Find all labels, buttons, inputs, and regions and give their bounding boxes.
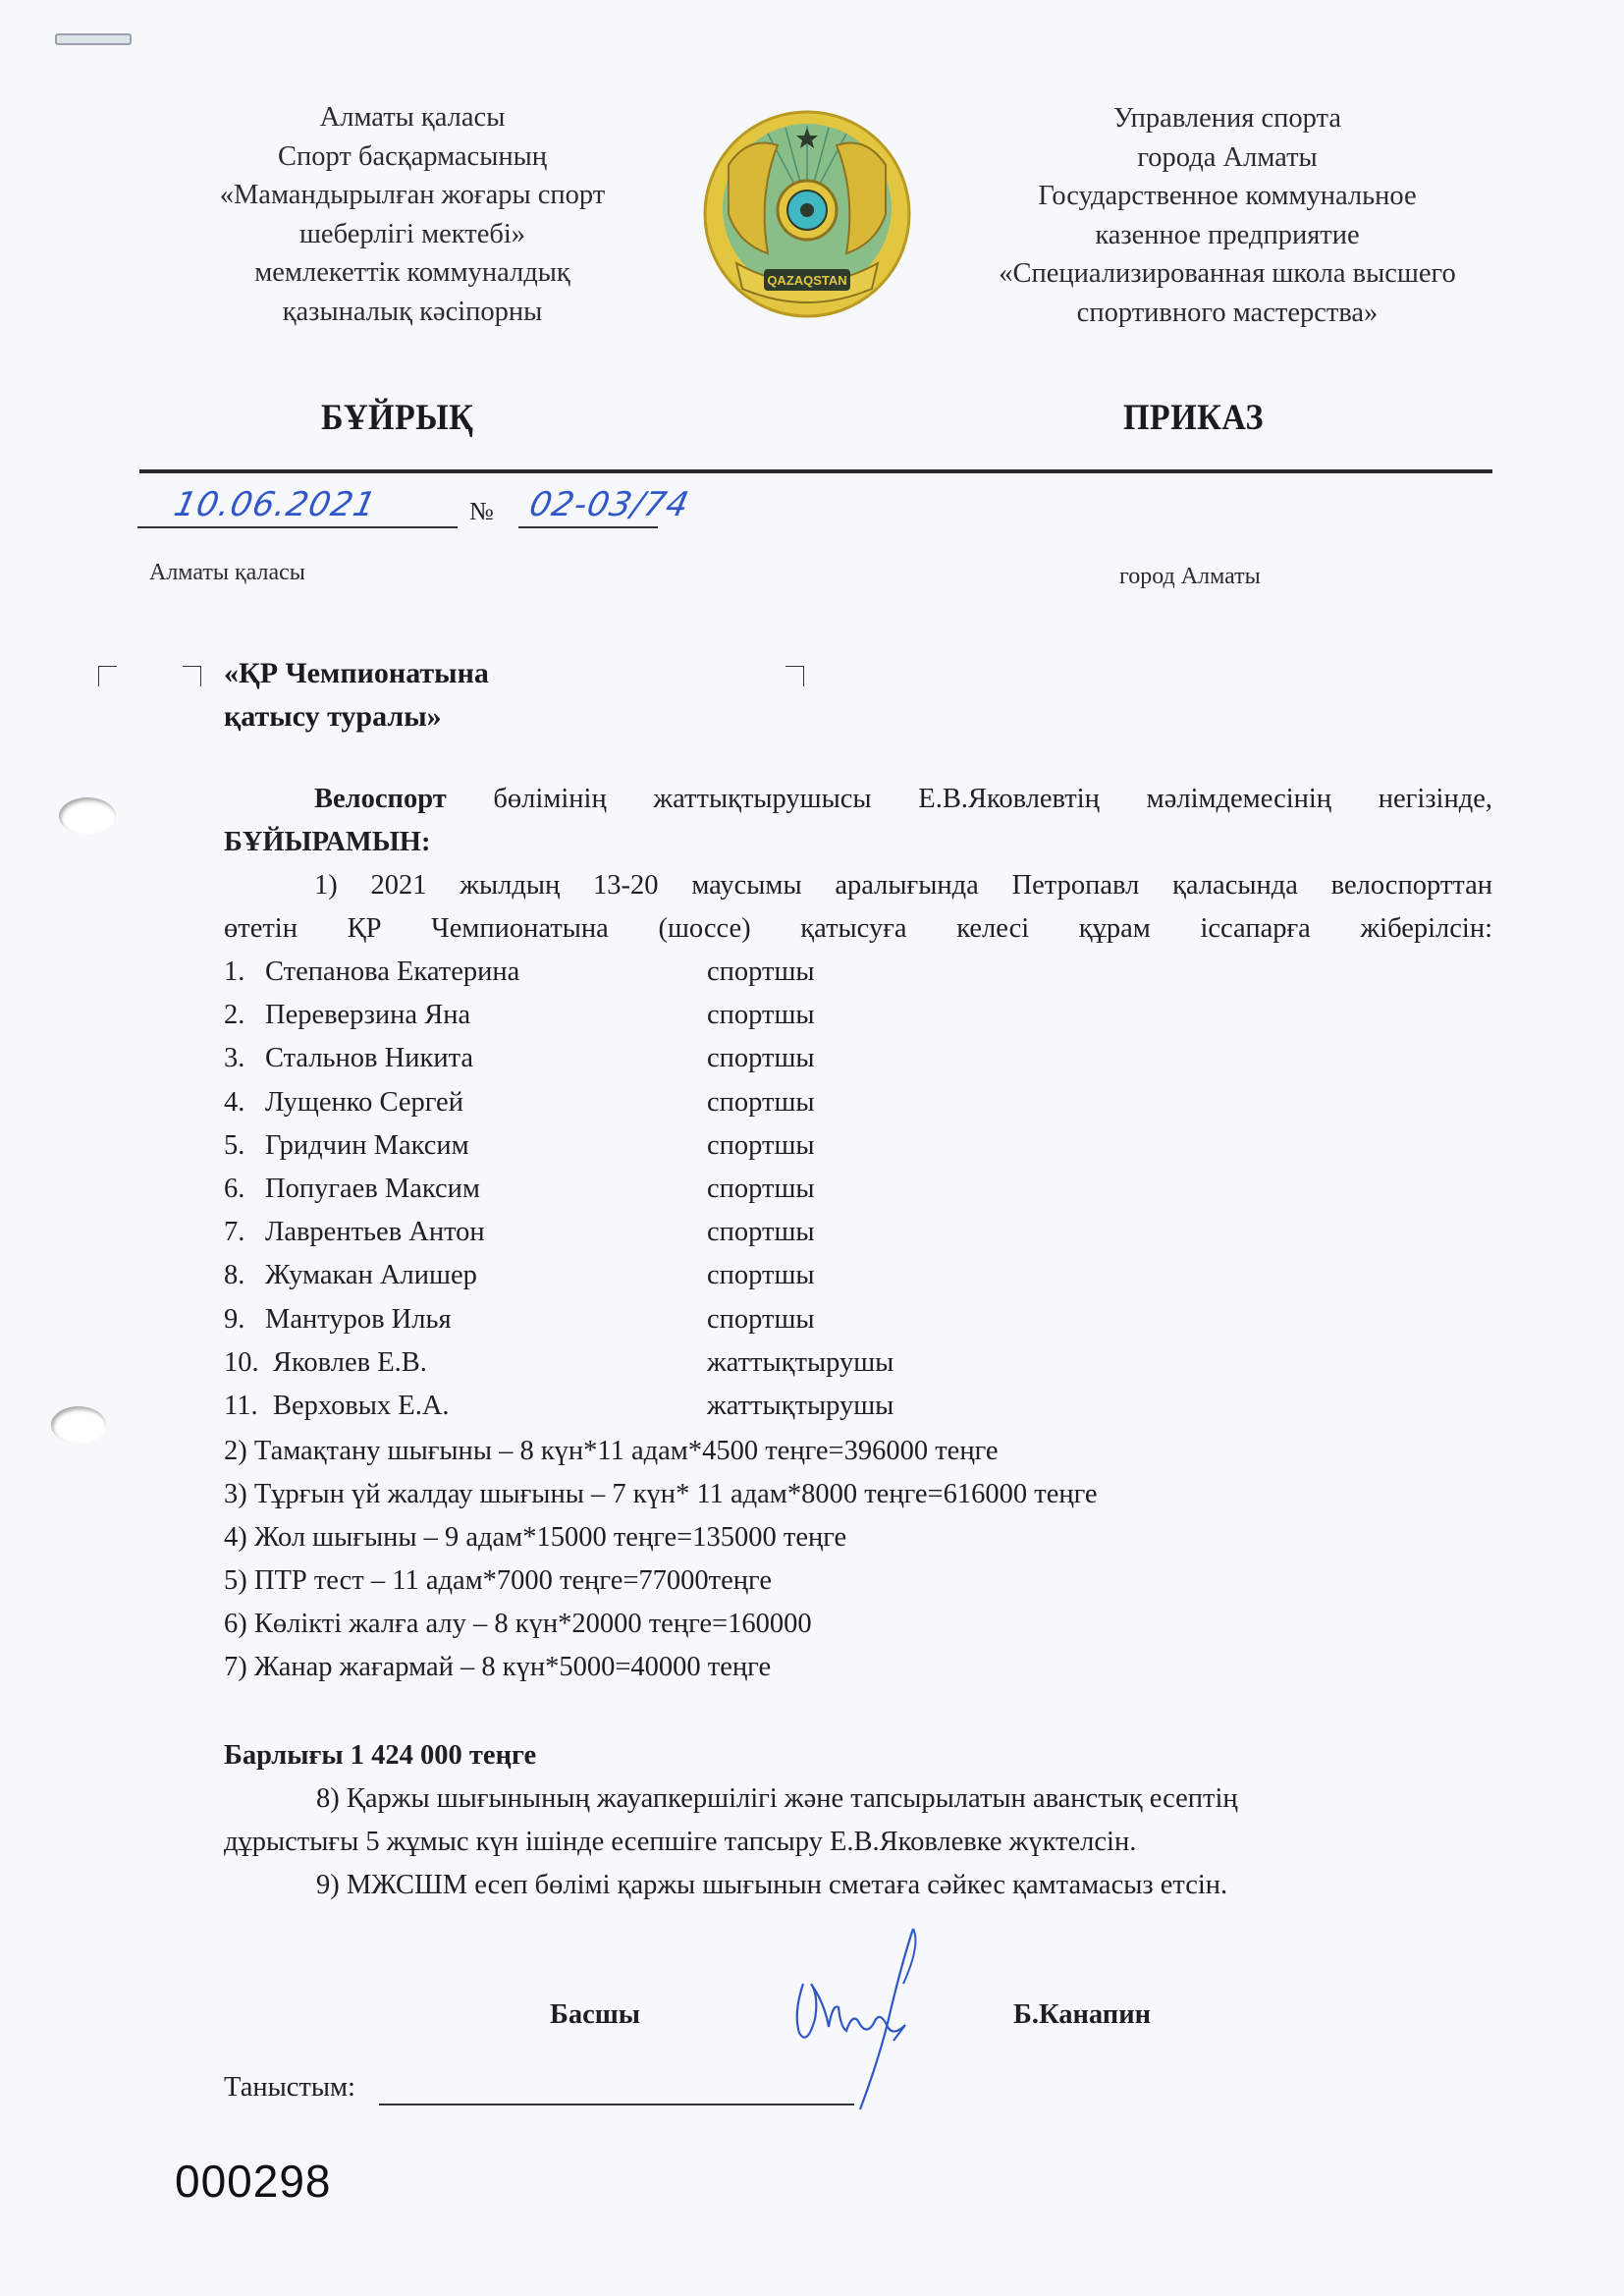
header-right-line: Управления спорта xyxy=(1113,103,1341,134)
participant-number: 6. xyxy=(224,1174,245,1204)
hole-punch-top xyxy=(59,797,116,835)
participant-name: Лаврентьев Антон xyxy=(265,1217,485,1248)
participant-row xyxy=(224,1037,815,1080)
participant-row xyxy=(224,1124,815,1168)
participant-row xyxy=(224,1298,815,1341)
participant-row xyxy=(224,1081,815,1124)
participant-role: жаттықтырушы xyxy=(707,1346,894,1378)
participant-row xyxy=(224,1341,894,1385)
participant-name: Степанова Екатерина xyxy=(265,957,520,987)
participant-row xyxy=(224,1385,894,1428)
title-bracket-right xyxy=(785,666,804,686)
participant-name: Мантуров Илья xyxy=(265,1303,452,1335)
title-bracket-left xyxy=(98,666,117,686)
expense-item: 6) Көлікті жалға алу – 8 күн*20000 теңге=160000 xyxy=(224,1609,812,1639)
participant-number: 7. xyxy=(224,1217,245,1248)
participant-role: спортшы xyxy=(707,1260,815,1291)
order-date: 10.06.2021 xyxy=(170,485,380,524)
header-right-line: Государственное коммунальное xyxy=(1038,181,1417,211)
participant-number: 11. xyxy=(224,1391,258,1421)
participant-name: Жумакан Алишер xyxy=(265,1260,477,1291)
hole-punch-bottom xyxy=(51,1406,106,1444)
signatory-position: Басшы xyxy=(550,1999,641,2030)
item8-line2: дұрыстығы 5 жұмыс күн ішінде есепшіге тапсыру Е.В.Яковлевке жүктелсін. xyxy=(224,1827,1137,1857)
participant-name: Гридчин Максим xyxy=(265,1129,469,1161)
header-left-line: «Мамандырылған жоғары спорт xyxy=(219,180,606,210)
serial-number: 000298 xyxy=(175,2156,332,2207)
participant-number: 5. xyxy=(224,1129,245,1161)
item9: 9) МЖСШМ есеп бөлімі қаржы шығынын сметаға сәйкес қамтамасыз етсін. xyxy=(316,1870,1228,1900)
header-left-line: Алматы қаласы xyxy=(319,102,506,133)
city-ru: город Алматы xyxy=(1119,564,1261,589)
participant-role: спортшы xyxy=(707,1086,815,1118)
participant-name: Верховых Е.А. xyxy=(273,1391,450,1421)
title-line: қатысу туралы» xyxy=(224,700,442,733)
item1-line2: өтетін ҚР Чемпионатына (шоссе) қатысуға келесі құрам іссапарға жіберілсін: xyxy=(224,913,1492,944)
participant-name: Стальнов Никита xyxy=(265,1043,474,1074)
participant-role: спортшы xyxy=(707,1129,815,1161)
participant-row xyxy=(224,1168,815,1211)
item1-line1: 1) 2021 жылдың 13-20 маусымы аралығында Петропавл қаласында велоспорттан xyxy=(314,870,1492,901)
command-word: БҰЙЫРАМЫН: xyxy=(224,827,431,857)
participant-row xyxy=(224,1211,815,1254)
acknowledged-signature-line[interactable] xyxy=(379,2104,854,2105)
expenses-list xyxy=(224,1430,1098,1689)
doc-type-ru: ПРИКАЗ xyxy=(1123,398,1264,438)
participant-number: 3. xyxy=(224,1043,245,1074)
header-divider xyxy=(139,469,1492,473)
date-underline xyxy=(137,526,458,528)
participant-name: Попугаев Максим xyxy=(265,1174,480,1204)
doc-type-kk: БҰЙРЫҚ xyxy=(321,398,474,438)
header-left-line: мемлекеттік коммуналдық xyxy=(254,257,570,288)
participant-number: 10. xyxy=(224,1346,259,1378)
header-right-line: казенное предприятие xyxy=(1095,219,1360,250)
title-line: «ҚР Чемпионатына xyxy=(224,657,489,689)
participant-number: 8. xyxy=(224,1260,245,1291)
handwritten-signature xyxy=(785,1925,943,2111)
header-right-line: города Алматы xyxy=(1137,141,1318,173)
participant-role: спортшы xyxy=(707,1217,815,1248)
acknowledged-label: Таныстым: xyxy=(224,2072,355,2103)
number-underline xyxy=(518,526,658,528)
header-right-line: спортивного мастерства» xyxy=(1076,297,1379,328)
header-right-org-ru xyxy=(913,99,1542,332)
participant-role: спортшы xyxy=(707,1043,815,1074)
expense-item: 5) ПТР тест – 11 адам*7000 теңге=77000теңге xyxy=(224,1565,772,1596)
participant-number: 4. xyxy=(224,1086,245,1118)
city-kk: Алматы қаласы xyxy=(149,560,305,585)
participant-name: Лущенко Сергей xyxy=(265,1086,463,1118)
kazakhstan-emblem-icon xyxy=(699,106,915,322)
header-left-org-kk xyxy=(196,98,628,331)
preamble-text: бөлімінің жаттықтырушысы Е.В.Яковлевтің мәлімдемесінің негізінде, xyxy=(446,784,1492,814)
participant-number: 2. xyxy=(224,1000,245,1031)
participant-number: 9. xyxy=(224,1303,245,1335)
header-left-line: қазыналық кәсіпорны xyxy=(282,296,543,327)
participant-role: спортшы xyxy=(707,1000,815,1031)
expense-item: 4) Жол шығыны – 9 адам*15000 теңге=135000 теңге xyxy=(224,1522,847,1553)
expense-item: 2) Тамақтану шығыны – 8 күн*11 адам*4500 теңге=396000 теңге xyxy=(224,1436,999,1466)
preamble-lead: Велоспорт xyxy=(314,784,447,814)
staple-mark xyxy=(55,33,132,45)
expense-item: 7) Жанар жағармай – 8 күн*5000=40000 теңге xyxy=(224,1652,772,1682)
participant-name: Переверзина Яна xyxy=(265,1000,471,1031)
header-left-line: Спорт басқармасының xyxy=(277,140,548,172)
expense-item: 3) Тұрғын үй жалдау шығыны – 7 күн* 11 адам*8000 теңге=616000 теңге xyxy=(224,1479,1098,1509)
participant-role: спортшы xyxy=(707,957,815,987)
participant-role: спортшы xyxy=(707,1303,815,1335)
header-left-line: шеберлігі мектебі» xyxy=(298,218,526,249)
preamble xyxy=(224,778,1492,821)
header-right-line: «Специализированная школа высшего xyxy=(999,258,1456,289)
emblem-text: QAZAQSTAN xyxy=(767,273,847,288)
participant-name: Яковлев Е.В. xyxy=(273,1346,427,1378)
participant-row xyxy=(224,994,815,1037)
order-title xyxy=(224,652,489,738)
participant-row xyxy=(224,1254,815,1297)
total-amount: Барлығы 1 424 000 теңге xyxy=(224,1740,537,1771)
participant-role: спортшы xyxy=(707,1174,815,1204)
number-sign: № xyxy=(469,497,494,525)
item8-line1: 8) Қаржы шығынының жауапкершілігі және тапсырылатын аванстық есептің xyxy=(316,1783,1238,1814)
order-number: 02-03/74 xyxy=(525,485,693,524)
signatory-name: Б.Канапин xyxy=(1013,1999,1152,2030)
participant-role: жаттықтырушы xyxy=(707,1391,894,1421)
participant-row xyxy=(224,951,815,994)
title-bracket-mid xyxy=(183,666,201,686)
participant-number: 1. xyxy=(224,957,245,987)
